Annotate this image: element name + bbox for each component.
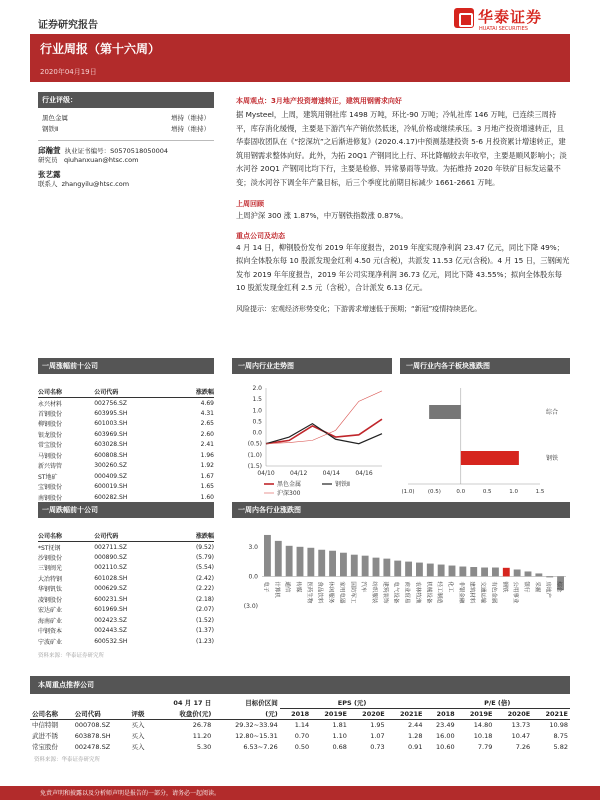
y-tick-label: 3.0	[248, 543, 258, 551]
price-date-header: 04 月 17 日	[173, 699, 212, 707]
category-label: 交通运输	[479, 581, 486, 604]
main-text	[236, 96, 570, 316]
y-tick-label: (1.0)	[247, 451, 262, 459]
table-row	[38, 471, 214, 482]
legend-label: 沪深300	[277, 490, 301, 497]
table-cell: 29.32~33.94	[235, 720, 278, 729]
company-name: 常宝股份	[38, 442, 63, 450]
table-row	[38, 636, 214, 647]
company-code: 300260.SZ	[94, 462, 127, 470]
category-label: 非银金融	[457, 581, 464, 604]
change-pct: 1.60	[200, 493, 214, 501]
report-type: 证券研究报告	[38, 20, 98, 31]
col-header: 涨跌幅	[172, 386, 214, 398]
category-label: 电气设备	[392, 581, 399, 604]
col-header: 公司代码	[74, 709, 101, 718]
category-label: 纺织服装	[371, 581, 377, 604]
category-label: 通信	[284, 581, 291, 593]
change-pct: (1.37)	[195, 627, 214, 635]
gainers-title: 一周涨幅前十公司	[38, 358, 214, 374]
table-cell: 7.79	[477, 742, 493, 751]
block-chart-panel	[400, 358, 570, 504]
bar	[546, 576, 553, 577]
company-name: 大冶特钢	[38, 575, 63, 583]
analyst-email[interactable]: qiuhanxuan@htsc.com	[64, 156, 139, 164]
table-cell: 买入	[131, 743, 145, 751]
logo-icon	[454, 8, 474, 28]
table-cell: 10.60	[436, 742, 455, 751]
company-name: 沙钢股份	[38, 554, 63, 562]
category-label: 汽车	[360, 581, 367, 593]
col-header: (元)	[265, 709, 278, 718]
bar	[525, 571, 532, 576]
table-cell: 8.75	[553, 731, 568, 740]
company-code: 000890.SZ	[94, 553, 127, 561]
col-header: 2019E	[324, 709, 347, 718]
company-code: 600808.SH	[94, 451, 128, 459]
table-cell: 2.44	[407, 720, 423, 729]
x-tick-label: 04/12	[290, 470, 308, 477]
table-row	[38, 450, 214, 461]
table-cell: 10.18	[473, 731, 493, 740]
change-pct: 1.96	[200, 451, 214, 459]
company-name: *ST抚钢	[38, 544, 61, 552]
gainers-panel	[38, 358, 214, 503]
y-tick-label: 2.0	[252, 385, 262, 392]
change-pct: (2.42)	[195, 574, 214, 582]
analyst-email[interactable]: zhangyilu@htsc.com	[61, 180, 130, 188]
company-name: 华钢钒钛	[38, 586, 63, 594]
col-header: 2020E	[507, 709, 531, 718]
company-name: 凌钢股份	[38, 596, 63, 604]
change-pct: 2.65	[200, 420, 214, 428]
y-tick-label: 1.0	[252, 407, 262, 415]
change-pct: (9.52)	[195, 543, 214, 551]
company-name: ST地矿	[38, 473, 58, 481]
bar	[503, 568, 510, 577]
category-label: 钢铁	[501, 581, 508, 593]
col-header: 涨跌幅	[172, 530, 214, 542]
col-header: 公司代码	[94, 530, 172, 542]
table-row	[30, 741, 570, 752]
y-tick-label: 0.0	[252, 429, 262, 437]
col-header: 公司代码	[94, 386, 172, 398]
x-tick-label: 1.0	[509, 489, 518, 495]
table-cell: 26.78	[192, 720, 212, 729]
table-row	[38, 542, 214, 553]
x-tick-label: 1.5	[535, 489, 545, 495]
company-name: 永兴材料	[38, 400, 63, 408]
target-header: 目标价区间	[245, 699, 278, 707]
company-name: 马钢股份	[38, 452, 63, 460]
legend-label: 黑色金属	[277, 481, 302, 488]
table-cell: 1.28	[407, 731, 423, 740]
table-cell: 常宝股份	[32, 743, 58, 751]
table-row	[30, 719, 570, 730]
table-cell: 0.73	[370, 742, 385, 751]
company-code: 002443.SZ	[94, 627, 127, 635]
change-pct: (2.18)	[195, 595, 214, 603]
table-cell: 0.50	[294, 742, 310, 751]
table-row	[38, 573, 214, 584]
block-chart	[400, 374, 570, 504]
cert-label: 执业证书编号：	[64, 147, 111, 155]
x-tick-label: (1.0)	[401, 489, 415, 495]
cert-number: S0570518050004	[110, 147, 169, 155]
risk-text: 风险提示：宏观经济形势变化；下游需求增速低于预期；“新冠”疫情持续恶化。	[236, 304, 482, 313]
col-header: 收盘价(元)	[179, 709, 212, 718]
company-name: 银龙股份	[38, 431, 63, 439]
category-label: 采掘	[533, 581, 540, 593]
company-code: 601028.SH	[94, 574, 128, 582]
table-row	[38, 492, 214, 503]
company-code: 603028.SH	[94, 441, 128, 449]
table-cell: 23.49	[436, 720, 455, 729]
x-tick-label: 04/16	[355, 470, 373, 477]
block-chart-title: 一周行业内各子板块涨跌图	[400, 358, 570, 374]
bar	[351, 555, 358, 577]
table-row	[38, 626, 214, 637]
analyst-name: 邱瀚萱	[38, 146, 61, 155]
change-pct: 4.31	[200, 409, 214, 417]
category-label: 农林牧渔	[414, 581, 421, 604]
change-pct: 1.65	[200, 483, 214, 491]
table-row	[38, 419, 214, 430]
bar	[416, 563, 423, 577]
bar	[470, 567, 477, 576]
col-header: 2018	[291, 709, 310, 718]
trend-chart	[232, 374, 392, 504]
change-pct: (5.79)	[195, 553, 214, 561]
category-label: 家用电器	[338, 581, 345, 604]
table-cell: 0.70	[294, 731, 310, 740]
category-label: 传媒	[295, 581, 301, 593]
source-note: 资料来源：华泰证券研究所	[38, 652, 105, 659]
company-code: 603969.SH	[94, 430, 128, 438]
analyst-role: 研究员	[38, 156, 58, 164]
table-row	[38, 440, 214, 451]
recommend-panel	[30, 676, 570, 763]
company-code: 600282.SH	[94, 493, 128, 501]
rating-value: 增持（维持）	[171, 125, 210, 133]
table-row	[38, 584, 214, 595]
bar	[307, 548, 314, 577]
category-label: 建筑装饰	[381, 581, 388, 604]
table-row	[38, 605, 214, 616]
col-header: 公司名称	[32, 709, 58, 718]
table-cell: 13.73	[511, 720, 531, 729]
bar	[383, 559, 390, 577]
x-tick-label: 04/14	[322, 470, 340, 477]
change-pct: 2.60	[200, 430, 214, 438]
category-label: 钢铁	[546, 455, 559, 462]
table-cell: 1.07	[370, 731, 385, 740]
table-cell: 1.81	[332, 720, 347, 729]
bar	[394, 561, 401, 577]
news-text: 4 月 14 日，柳钢股份发布 2019 年年度报告，2019 年度实现净利润 23.47 亿元，同比下降 49%；拟向全体股东每 10 股派发现金红利 4.50 元(含税)，共派发 11.53 亿元(含税)。4 月 15 日，三钢闽光发布 2019 年年度报告，2019 年公司实现净利润 36.73 亿元，同比下降 43.55%；拟向全体股东每 10 股派发现金红利 2.5 元（含税），合计派发 6.13 亿元。	[236, 242, 570, 292]
category-label: 轻工制造	[436, 581, 443, 604]
table-row	[38, 615, 214, 626]
table-row	[38, 482, 214, 493]
change-pct: 2.41	[200, 441, 214, 449]
company-name: 宝钢股份	[38, 484, 63, 492]
bar	[329, 551, 336, 577]
bar	[459, 567, 466, 577]
col-header: 公司名称	[38, 530, 94, 542]
industry-chart-title: 一周内各行业涨跌图	[232, 502, 570, 518]
table-cell: 10.47	[511, 731, 531, 740]
table-cell: 603878.SH	[74, 731, 111, 740]
analyst-role: 联系人	[38, 180, 58, 188]
company-code: 600231.SH	[94, 595, 128, 603]
company-code: 601003.SH	[94, 420, 128, 428]
category-label: 机械设备	[425, 581, 432, 604]
table-row	[38, 594, 214, 605]
y-tick-label: 1.5	[252, 396, 262, 404]
table-cell: 000708.SZ	[74, 720, 111, 729]
analyst-block	[38, 140, 214, 189]
table-cell: 5.82	[553, 742, 568, 751]
table-cell: 12.80~15.31	[235, 731, 278, 740]
category-label: 医药生物	[305, 581, 312, 604]
recommend-table	[30, 697, 570, 752]
category-label: 综合	[546, 409, 559, 416]
category-label: 化工	[447, 581, 453, 593]
table-cell: 武进不锈	[32, 732, 58, 740]
company-code: 002756.SZ	[94, 399, 127, 407]
company-name: 中钢资本	[38, 628, 63, 636]
table-cell: 11.20	[192, 731, 212, 740]
bar	[340, 553, 347, 577]
category-label: 计算机	[273, 581, 280, 598]
company-name: 首钢股份	[38, 410, 63, 418]
company-name: 宏达矿业	[38, 607, 63, 615]
company-name: 柳钢股份	[38, 421, 63, 429]
bar	[373, 558, 380, 577]
company-logo	[454, 6, 564, 36]
col-header: 2021E	[545, 709, 568, 718]
losers-table	[38, 530, 214, 647]
table-row	[38, 461, 214, 472]
category-label: 公用事业	[512, 581, 519, 604]
bar	[297, 547, 304, 577]
category-label: 国防军工	[349, 581, 356, 604]
x-tick-label: 0.5	[482, 489, 492, 495]
table-cell: 5.30	[196, 742, 212, 751]
company-name: 新兴铸管	[38, 463, 63, 471]
company-code: 603995.SH	[94, 409, 128, 417]
company-code: 002711.SZ	[94, 543, 127, 551]
bar	[405, 562, 412, 577]
company-code: 600019.SH	[94, 483, 128, 491]
source-note: 资料来源：华泰证券研究所	[34, 757, 101, 763]
x-tick-label: 04/10	[257, 470, 275, 477]
rating-panel	[38, 92, 214, 189]
bar	[514, 569, 521, 576]
review-text: 上周沪深 300 涨 1.87%，中万钢铁指数涨 0.87%。	[236, 211, 408, 220]
table-cell: 16.00	[436, 731, 455, 740]
table-cell: 7.26	[515, 742, 531, 751]
rating-value: 增持（维持）	[171, 114, 210, 122]
report-title: 行业周报（第十六周）	[40, 42, 161, 56]
company-code: 000409.SZ	[94, 472, 127, 480]
company-name: 海南矿业	[38, 617, 63, 625]
losers-title: 一周跌幅前十公司	[38, 502, 214, 518]
category-label: 电子	[262, 581, 269, 593]
pe-header: P/E (倍)	[424, 697, 570, 708]
col-header: 2018	[436, 709, 455, 718]
rating-industry: 黑色金属	[42, 114, 68, 122]
footer-text: 免责声明和披露以及分析师声明是报告的一部分，请务必一起阅读。	[40, 790, 221, 797]
bar	[362, 556, 369, 577]
bar	[318, 550, 325, 577]
company-name: 宁波矿业	[38, 638, 63, 646]
logo-text-en: HUATAI SECURITIES	[479, 26, 528, 32]
table-row	[38, 408, 214, 419]
category-label: 综合	[555, 581, 562, 593]
company-code: 000629.SZ	[94, 585, 127, 593]
table-cell: 6.53~7.26	[243, 742, 278, 751]
industry-chart	[232, 518, 570, 678]
bar	[449, 566, 456, 577]
change-pct: (5.54)	[195, 564, 214, 572]
col-header: 2021E	[399, 709, 423, 718]
bar	[275, 541, 282, 577]
bar	[535, 573, 542, 576]
bar	[481, 568, 488, 577]
bar	[461, 451, 519, 465]
table-row	[38, 398, 214, 409]
news-title: 重点公司及动态	[236, 231, 285, 240]
table-cell: 1.10	[332, 731, 347, 740]
company-code: 600532.SH	[94, 637, 128, 645]
company-name: 三钢闽光	[38, 565, 63, 573]
bar	[286, 546, 293, 577]
table-cell: 0.91	[407, 742, 423, 751]
table-cell: 002478.SZ	[74, 742, 111, 751]
table-cell: 买入	[131, 721, 145, 730]
col-header: 评级	[131, 709, 145, 718]
category-label: 食品饮料	[316, 581, 323, 604]
change-pct: 4.69	[200, 399, 214, 407]
category-label: 房地产	[544, 581, 551, 598]
trend-chart-panel	[232, 358, 392, 504]
recommend-title: 本周重点推荐公司	[30, 676, 570, 694]
company-name: 南钢股份	[38, 494, 63, 502]
series-line-2	[266, 391, 382, 444]
company-code: 601969.SH	[94, 606, 128, 614]
x-tick-label: 0.0	[456, 489, 466, 495]
rating-heading: 行业评级：	[38, 92, 214, 108]
table-row	[30, 730, 570, 741]
rating-row	[38, 112, 214, 123]
y-tick-label: (3.0)	[243, 603, 258, 610]
table-cell: 买入	[131, 732, 145, 740]
para1: 据 Mysteel，上周，建筑用钢社库 1498 万吨，环比-90 万吨；冷轧社库 146 万吨，已连续三周持平，库存消化缓慢，主要是下游汽车产销依然低迷，冷轧价格或继续承压。3 月地产投资增速转正，且华泰固收团队在《“挖深坑”之后渐进修复》(2020.4.17)中预测基建投资 5-6 月投资累计增速转正，建筑用钢需求整体向好。此外，为拓 20Q1 产钢同比上行、环比降幅较去年收窄，主要是順风影响小；淡水河谷 20Q1 产钢同比均下行，主要是检修、异常暴雨等导致。为拓维持 2020 年铁矿目标发运量不变；淡水河谷下调全年产量目标，后三个季度比前期目标减少 1661-2661 万吨。	[236, 110, 567, 187]
company-code: 002110.SZ	[94, 564, 127, 572]
table-row	[38, 429, 214, 440]
category-label: 商业贸易	[403, 581, 410, 604]
change-pct: (2.22)	[195, 585, 214, 593]
bar	[438, 565, 445, 577]
table-cell: 1.95	[370, 720, 385, 729]
bar	[429, 405, 461, 419]
change-pct: 1.92	[200, 462, 214, 470]
table-cell: 1.14	[294, 720, 310, 729]
industry-chart-panel	[232, 502, 570, 678]
y-tick-label: 0.5	[252, 418, 262, 426]
y-tick-label: 0.0	[248, 573, 258, 581]
headline: 本周观点：3月地产投资增速转正，建筑用钢需求向好	[236, 97, 402, 105]
review-title: 上周回顾	[236, 200, 264, 208]
category-label: 休闲服务	[327, 581, 334, 604]
category-label: 建筑材料	[468, 581, 475, 604]
bar	[492, 568, 499, 577]
col-header: 2019E	[469, 709, 493, 718]
y-tick-label: (1.5)	[247, 463, 262, 470]
col-header: 公司名称	[38, 386, 94, 398]
x-tick-label: (0.5)	[427, 489, 441, 495]
change-pct: (2.07)	[195, 606, 214, 614]
category-label: 银行	[523, 581, 529, 593]
bar	[264, 535, 271, 576]
report-date: 2020年04月19日	[40, 68, 97, 76]
logo-text-cn: 华泰证券	[478, 8, 543, 26]
company-code: 002423.SZ	[94, 616, 127, 624]
gainers-table	[38, 386, 214, 503]
bar	[427, 564, 434, 577]
trend-chart-title: 一周内行业走势图	[232, 358, 392, 374]
legend-label: 钢铁Ⅱ	[335, 481, 350, 488]
analyst-name: 张艺露	[38, 170, 61, 179]
table-row	[38, 552, 214, 563]
table-cell: 0.68	[332, 742, 347, 751]
col-header: 2020E	[362, 709, 385, 718]
table-cell: 中信特钢	[32, 721, 58, 730]
change-pct: (1.52)	[195, 616, 214, 624]
rating-row	[38, 123, 214, 134]
rating-industry: 钢铁Ⅱ	[42, 125, 59, 133]
eps-header: EPS (元)	[280, 697, 425, 708]
table-cell: 10.98	[549, 720, 568, 729]
losers-panel	[38, 502, 214, 659]
table-row	[38, 563, 214, 574]
y-tick-label: (0.5)	[247, 440, 262, 448]
change-pct: (1.23)	[195, 637, 214, 645]
category-label: 有色金属	[490, 581, 497, 604]
table-cell: 14.80	[473, 720, 493, 729]
change-pct: 1.67	[200, 472, 214, 480]
